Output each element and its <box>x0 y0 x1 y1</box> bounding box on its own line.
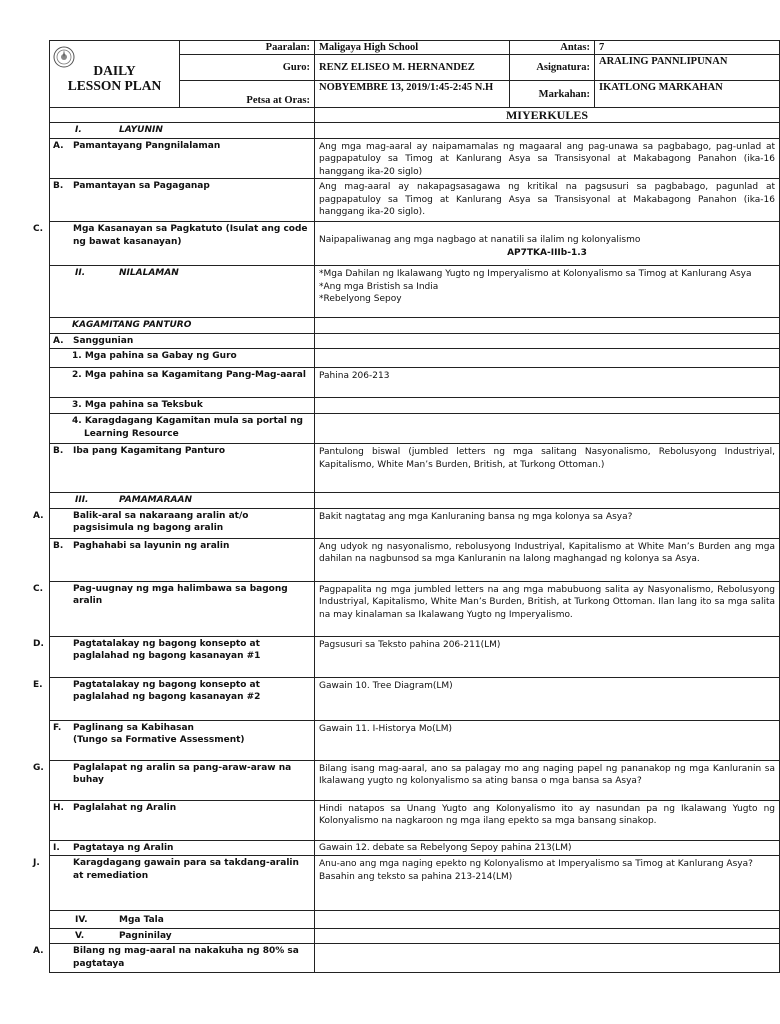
gabay-label: 1. Mga pahina sa Gabay ng Guro <box>50 349 315 368</box>
performance-standard-label: B. Pamantayan sa Pagaganap <box>50 179 315 222</box>
portal-label: 4. Karagdagang Kagamitan mula sa portal ng Learning Resource <box>50 414 315 444</box>
quarter-value: IKATLONG MARKAHAN <box>595 81 780 108</box>
school-value: Maligaya High School <box>315 41 510 55</box>
competencies-label: C. Mga Kasanayan sa Pagkatuto (Isulat ang code ng bawat kasanayan) <box>50 222 315 266</box>
competencies-cell <box>315 222 780 266</box>
nilalaman-line3: *Rebelyong Sepoy <box>319 294 402 304</box>
content-standard-label: A. Pamantayang Pangnilalaman <box>50 138 315 179</box>
grade-value: 7 <box>595 41 780 55</box>
iba-pang-label: B. Iba pang Kagamitang Panturo <box>50 444 315 493</box>
teacher-value: RENZ ELISEO M. HERNANDEZ <box>315 55 510 81</box>
proc-g-label: G. Paglalapat ng aralin sa pang-araw-araw na buhay <box>50 760 315 800</box>
section-kagamitan: KAGAMITANG PANTURO <box>50 318 315 334</box>
bilang-label: A. Bilang ng mag-aaral na nakakuha ng 80% sa pagtataya <box>50 944 315 973</box>
empty-cell <box>315 123 780 139</box>
kagamitang-pang-text: Pahina 206-213 <box>315 368 780 398</box>
proc-e-text: Gawain 10. Tree Diagram(LM) <box>315 677 780 720</box>
section-tala: IV. Mga Tala <box>50 911 315 929</box>
day-heading: MIYERKULES <box>315 108 780 123</box>
section-layunin: I. LAYUNIN <box>50 123 315 139</box>
proc-h-label: H. Paglalahat ng Aralin <box>50 800 315 840</box>
subject-value: ARALING PANNLIPUNAN <box>595 55 780 81</box>
proc-g-text: Bilang isang mag-aaral, ano sa palagay mo ang naging papel ng pananakop ng mga Kanluranin sa Ikalawang yugto ng kolonyalismo sa ating bansa o mga bansa sa Asya? <box>315 760 780 800</box>
empty-cell <box>315 493 780 509</box>
nilalaman-line1: *Mga Dahilan ng Ikalawang Yugto ng Imperyalismo at Kolonyalismo sa Timog at Kanlurang Asya <box>319 269 752 279</box>
teksbuk-text <box>315 398 780 414</box>
content-standard-text: Ang mga mag-aaral ay naipamamalas ng magaaral ang pag-unawa sa pagbabago, pag-unlad at pagpapatuloy sa Timog at Kanlurang Asya sa Transisyonal at Makabagong Panahon (ika-16 hanggang ika-20 siglo) <box>315 138 780 179</box>
performance-standard-text: Ang mag-aaral ay nakapagsasagawa ng kritikal na pagsusuri sa pagbabago, pagunlad at pagpapatuloy sa Timog at Kanlurang Asya sa Transisyonal at Makabagong Panahon (ika-16 hanggang ika-20 siglo). <box>315 179 780 222</box>
proc-a-text: Bakit nagtatag ang mga Kanluraning bansa ng mga kolonya sa Asya? <box>315 508 780 538</box>
teksbuk-label: 3. Mga pahina sa Teksbuk <box>50 398 315 414</box>
day-blank <box>50 108 315 123</box>
date-label: Petsa at Oras: <box>180 81 315 108</box>
proc-h-text: Hindi natapos sa Unang Yugto ang Kolonyalismo ito ay nasundan pa ng Ikalawang Yugto ng Kolonyalismo na nagkaroon ng mga ilang epekto sa mga bansang sinakop. <box>315 800 780 840</box>
kagamitang-pang-label: 2. Mga pahina sa Kagamitang Pang-Mag-aaral <box>50 368 315 398</box>
proc-j-label: J. Karagdagang gawain para sa takdang-aralin at remediation <box>50 856 315 911</box>
teacher-label: Guro: <box>180 55 315 81</box>
gabay-text <box>315 349 780 368</box>
proc-f-label2: (Tungo sa Formative Assessment) <box>73 735 245 745</box>
doc-title-line1: DAILY <box>93 63 136 78</box>
section-nilalaman: II. NILALAMAN <box>50 266 315 318</box>
portal-text <box>315 414 780 444</box>
proc-j-text: Anu-ano ang mga naging epekto ng Kolonyalismo at Imperyalismo sa Timog at Kanlurang Asya? <box>319 859 753 869</box>
section-pagninilay: V. Pagninilay <box>50 928 315 944</box>
doc-title <box>52 63 177 93</box>
proc-d-label: D. Pagtatalakay ng bagong konsepto at paglalahad ng bagong kasanayan #1 <box>50 636 315 677</box>
empty-cell <box>315 333 780 349</box>
quarter-label: Markahan: <box>510 81 595 108</box>
grade-label: Antas: <box>510 41 595 55</box>
lesson-table <box>33 107 780 973</box>
proc-f-label: F. Paglinang sa Kabihasan (Tungo sa Formative Assessment) <box>50 720 315 760</box>
sanggunian-label: A. Sanggunian <box>50 333 315 349</box>
doc-title-line2: LESSON PLAN <box>67 78 162 93</box>
empty-cell <box>315 318 780 334</box>
nilalaman-line2: *Ang mga Bristish sa India <box>319 281 439 292</box>
empty-cell <box>315 928 780 944</box>
proc-f-text: Gawain 11. I-Historya Mo(LM) <box>315 720 780 760</box>
empty-cell <box>315 944 780 973</box>
header-table <box>49 40 780 108</box>
proc-c-label: C. Pag-uugnay ng mga halimbawa sa bagong aralin <box>50 581 315 636</box>
proc-i-label: I. Pagtataya ng Aralin <box>50 840 315 856</box>
proc-a-label: A. Balik-aral sa nakaraang aralin at/o pagsisimula ng bagong aralin <box>50 508 315 538</box>
section-pamamaraan: III. PAMAMARAAN <box>50 493 315 509</box>
competency-code: AP7TKA-IIIb-1.3 <box>507 247 587 258</box>
logo-cell <box>50 41 180 108</box>
proc-c-text: Pagpapalita ng mga jumbled letters na ang mga mabubuong salita ay Nasyonalismo, Rebolusyong Industriyal, Kapitalismo, White Man’s Burden, British, at Turkong Ottoman. Ilan lang ito sa mga salita na may kinalaman sa Ikalawang Yugto ng Imperyalismo. <box>315 581 780 636</box>
competencies-text: Naipapaliwanag ang mga nagbago at nanatili sa ilalim ng kolonyalismo <box>319 235 641 245</box>
empty-cell <box>315 911 780 929</box>
date-value: NOBYEMBRE 13, 2019/1:45-2:45 N.H <box>315 81 510 108</box>
school-label: Paaralan: <box>180 41 315 55</box>
lesson-plan-page <box>33 40 779 973</box>
nilalaman-cell <box>315 266 780 318</box>
proc-j-cell <box>315 856 780 911</box>
proc-j-text2: Basahin ang teksto sa pahina 213-214(LM) <box>319 871 513 882</box>
proc-e-label: E. Pagtatalakay ng bagong konsepto at paglalahad ng bagong kasanayan #2 <box>50 677 315 720</box>
proc-d-text: Pagsusuri sa Teksto pahina 206-211(LM) <box>315 636 780 677</box>
proc-b-label: B. Paghahabi sa layunin ng aralin <box>50 538 315 581</box>
proc-i-text: Gawain 12. debate sa Rebelyong Sepoy pahina 213(LM) <box>315 840 780 856</box>
proc-b-text: Ang udyok ng nasyonalismo, rebolusyong Industriyal, Kapitalismo at White Man’s Burden ang mga dahilan na nagbunsod sa mga Kanluranin na lalong maghangad ng kolonya sa Asya. <box>315 538 780 581</box>
subject-label: Asignatura: <box>510 55 595 81</box>
iba-pang-text: Pantulong biswal (jumbled letters ng mga salitang Nasyonalismo, Rebolusyong Industriyal, Kapitalismo, White Man’s Burden, British, at Turkong Ottoman.) <box>315 444 780 493</box>
